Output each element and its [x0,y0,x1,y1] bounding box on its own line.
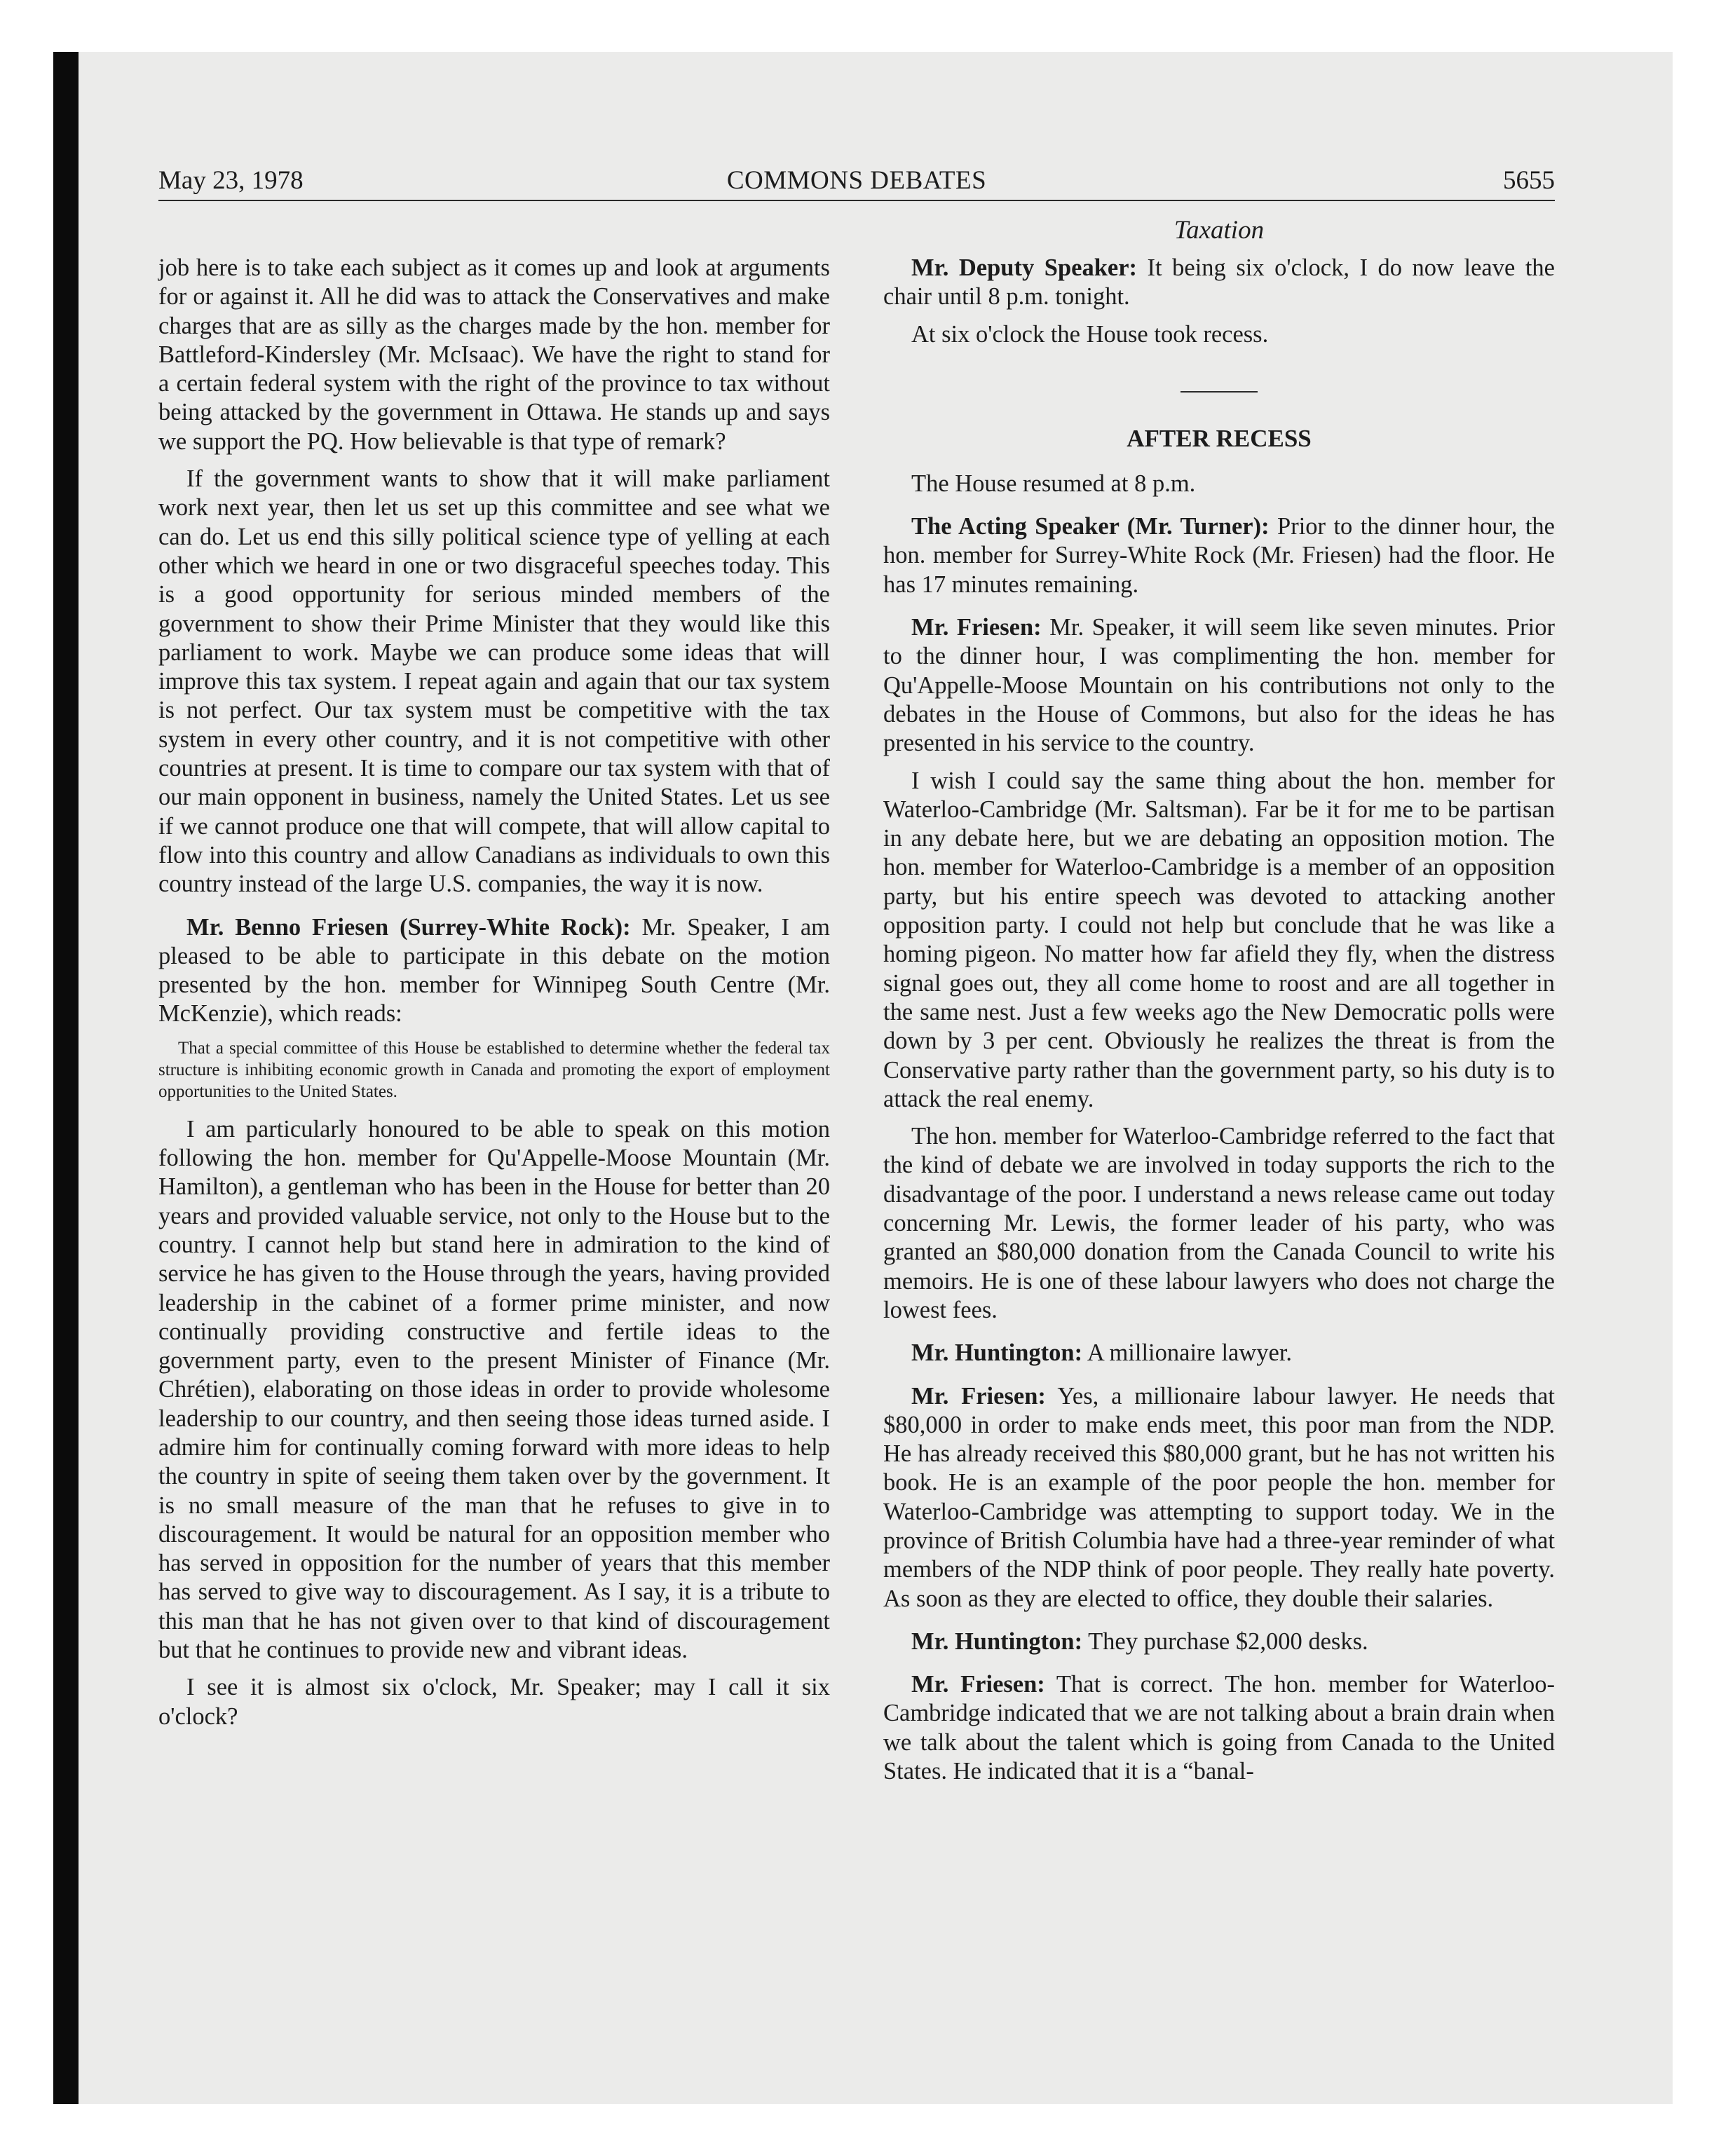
header-date: May 23, 1978 [158,166,304,195]
right-paragraph-2: At six o'clock the House took recess. [911,320,1269,348]
left-paragraph-5: I see it is almost six o'clock, Mr. Speaker; may I call it six o'clock? [158,1674,830,1730]
right-paragraph-6: I wish I could say the same thing about the hon. member for Waterloo-Cambridge (Mr. Saltsman). Far be it for me to be partisan in any debate here, but we are debating an opposition motion. The hon. member for Waterloo-Cambridge is a member of an opposition party, but his entire speech was devoted to attacking another opposition party. I could not help but conclude that he was like a homing pigeon. No matter how far afield they fly, when the distress signal goes out, they all come home to roost and are all together in the same nest. Just a few weeks ago the New Democratic polls were down by 3 per cent. Obviously he realizes the threat is from the Conservative party rather than the government party, so his duty is to attack the real enemy. [883,767,1555,1112]
speaker-name: Mr. Friesen: [911,614,1042,641]
left-paragraph-2: If the government wants to show that it will make parliament work next year, then let us set up this committee and see what we can do. Let us end this silly political science type of yelling at each other which we heard in one or two disgraceful speeches today. This is a good opportunity for serious minded members of the government to show their Prime Minister that they would like this parliament to work. Maybe we can produce some ideas that will improve this tax system. I repeat again and again that our tax system is not perfect. Our tax system must be competitive with the tax system in every other country, and it is not competitive with other countries at present. It is time to compare our tax system with that of our main opponent in business, namely the United States. Let us see if we cannot produce one that will compete, that will allow capital to flow into this country and allow Canadians as individuals to own this country instead of the large U.S. companies, the way it is now. [158,465,830,898]
header-page-number: 5655 [1503,166,1555,195]
right-paragraph-5 [883,613,1555,758]
speaker-name: The Acting Speaker (Mr. Turner): [911,513,1270,540]
speech-text: Prior to the dinner hour, the hon. member for Surrey-White Rock (Mr. Friesen) had the floor. He has 17 minutes remaining. [883,513,1555,598]
header-rule [158,200,1555,201]
speaker-name: Mr. Deputy Speaker: [911,254,1137,281]
section-separator [1181,391,1258,393]
right-paragraph-9 [883,1382,1555,1613]
speaker-name: Mr. Friesen: [911,1671,1045,1698]
speech-text: They purchase $2,000 desks. [1082,1628,1368,1655]
speech-text: It being six o'clock, I do now leave the chair until 8 p.m. tonight. [883,254,1555,311]
motion-quote: That a special committee of this House be established to determine whether the federal tax structure is inhibiting economic growth in Canada and promoting the export of employment opportunities to the United States. [158,1038,830,1101]
speaker-name: Mr. Benno Friesen (Surrey-White Rock): [186,913,631,941]
speech-text: Yes, a millionaire labour lawyer. He needs that $80,000 in order to make ends meet, this poor man from the NDP. He has already received this $80,000 grant, but he has not written his book. He is an example of the poor people the hon. member for Waterloo-Cambridge was attempting to support today. We in the province of British Columbia have had a three-year reminder of what members of the NDP think of poor people. They really hate poverty. As soon as they are elected to office, they double their salaries. [883,1382,1555,1612]
left-paragraph-1: job here is to take each subject as it comes up and look at arguments for or against it. All he did was to attack the Conservatives and make charges that are as silly as the charges made by the hon. member for Battleford-Kindersley (Mr. McIsaac). We have the right to stand for a certain federal system with the right of the province to tax without being attacked by the government in Ottawa. He stands up and says we support the PQ. How believable is that type of remark? [158,254,830,455]
speech-text: Mr. Speaker, I am pleased to be able to participate in this debate on the motion presented by the hon. member for Winnipeg South Centre (Mr. McKenzie), which reads: [158,913,830,1028]
right-column [883,254,1555,1794]
left-paragraph-4: I am particularly honoured to be able to speak on this motion following the hon. member for Qu'Appelle-Moose Mountain (Mr. Hamilton), a gentleman who has been in the House for better than 20 years and provided valuable service, not only to the House but to the country. I cannot help but stand here in admiration to the kind of service he has given to the House through the years, having provided leadership in the cabinet of a former prime minister, and now continually providing constructive and fertile ideas to the government party, even to the present Minister of Finance (Mr. Chrétien), elaborating on those ideas in order to provide wholesome leadership to our country, and then seeing those ideas turned aside. I admire him for continually coming forward with more ideas to help the country in spite of seeing them taken over by the government. It is no small measure of the man that he refuses to give in to discouragement. It would be natural for an opposition member who has served in opposition for the number of years that this member has served to give way to discouragement. As I say, it is a tribute to this man that he has not given over to that kind of discouragement but that he continues to provide new and vibrant ideas. [158,1115,830,1664]
right-paragraph-1 [883,254,1555,312]
header-title: COMMONS DEBATES [726,166,987,195]
right-paragraph-11 [883,1670,1555,1786]
speech-text: Mr. Speaker, it will seem like seven minutes. Prior to the dinner hour, I was complimenting the hon. member for Qu'Appelle-Moose Mountain on his contributions not only to the debates in the House of Commons, but also for the ideas he has presented in his service to the country. [883,614,1555,757]
page-header [158,164,1555,198]
after-recess-heading: AFTER RECESS [1127,424,1312,452]
scan-edge-shadow [53,52,79,2104]
speaker-name: Mr. Friesen: [911,1382,1046,1410]
left-paragraph-3 [158,913,830,1029]
section-label: Taxation [1173,216,1265,245]
right-paragraph-10 [883,1628,1555,1656]
right-paragraph-3: The House resumed at 8 p.m. [911,470,1196,497]
right-paragraph-4 [883,512,1555,599]
speaker-name: Mr. Huntington: [911,1339,1083,1367]
right-paragraph-7: The hon. member for Waterloo-Cambridge referred to the fact that the kind of debate we are involved in today supports the rich to the disadvantage of the poor. I understand a news release came out today concerning Mr. Lewis, the former leader of his party, who was granted an $80,000 donation from the Canada Council to write his memoirs. He is one of these labour lawyers who does not charge the lowest fees. [883,1123,1555,1323]
right-paragraph-8 [883,1339,1555,1367]
left-column [158,254,830,1740]
speaker-name: Mr. Huntington: [911,1628,1083,1655]
speech-text: A millionaire lawyer. [1082,1339,1293,1367]
speech-text: That is correct. The hon. member for Waterloo-Cambridge indicated that we are not talking about a brain drain when we talk about the talent which is going from Canada to the United States. He indicated that it is a “banal- [883,1671,1555,1785]
